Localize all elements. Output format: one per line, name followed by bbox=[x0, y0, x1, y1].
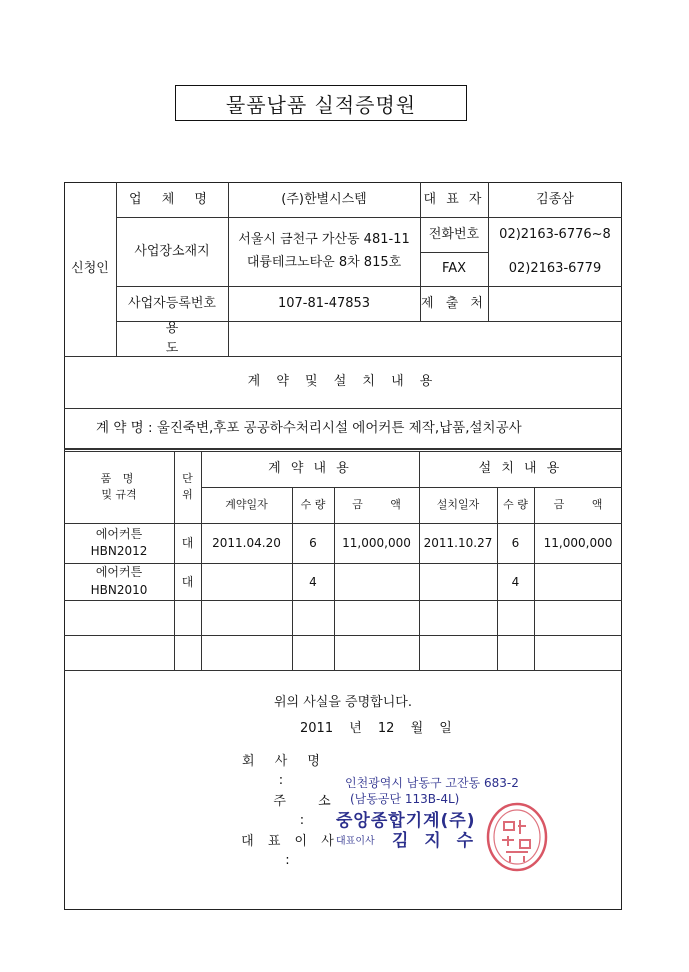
row-contract-qty: 4 bbox=[309, 574, 317, 589]
phone-label: 전화번호 bbox=[428, 226, 480, 242]
stamp-address-line-2: (남동공단 113B-4L) bbox=[350, 792, 460, 806]
unit-header bbox=[174, 451, 201, 523]
row-install-qty: 6 bbox=[511, 536, 520, 550]
row-install-amount bbox=[534, 563, 622, 600]
row-contract-date: 2011.04.20 bbox=[212, 536, 281, 550]
item-model: HBN2012 bbox=[90, 544, 148, 558]
install-amount-header: 금 액 bbox=[553, 497, 615, 511]
fax-label: FAX bbox=[441, 261, 467, 277]
item-name: 에어커튼 bbox=[95, 565, 143, 580]
phone-value: 02)2163-6776~8 bbox=[499, 226, 611, 242]
company-name-label: 업 체 명 bbox=[129, 191, 215, 207]
address-line-2: 대륭테크노타운 8차 815호 bbox=[246, 254, 402, 270]
registration-number-label: 사업자등록번호 bbox=[128, 295, 216, 311]
row-contract-amount: 11,000,000 bbox=[342, 536, 411, 550]
address-value bbox=[228, 217, 420, 286]
item-header-line-2: 및 규격 bbox=[101, 488, 137, 501]
certify-text: 위의 사실을 증명합니다. bbox=[274, 695, 412, 711]
company-name-field-label: 회 사 명 : bbox=[242, 753, 328, 788]
table-row-item bbox=[64, 523, 174, 563]
document-title: 물품납품 실적증명원 bbox=[175, 85, 467, 121]
table-row-item bbox=[64, 563, 174, 600]
item-spec-header bbox=[64, 451, 174, 523]
install-group-header: 설 치 내 용 bbox=[478, 461, 563, 477]
usage-value bbox=[228, 321, 622, 356]
contract-name: 계 약 명 : 울진죽변,후포 공공하수처리시설 에어커튼 제작,납품,설치공사 bbox=[96, 419, 522, 436]
stamp-address-line-1: 인천광역시 남동구 고잔동 683-2 bbox=[345, 776, 519, 790]
contract-qty-header: 수 량 bbox=[300, 497, 326, 511]
unit-header-line-2: 위 bbox=[182, 488, 193, 501]
item-name: 에어커튼 bbox=[95, 526, 143, 541]
section-title: 계 약 및 설 치 내 용 bbox=[247, 374, 439, 390]
row-contract-amount bbox=[334, 563, 419, 600]
applicant-label: 신청인 bbox=[71, 261, 109, 277]
registration-number-value: 107-81-47853 bbox=[277, 295, 371, 311]
unit-header-line-1: 단 bbox=[182, 471, 193, 485]
representative-label: 대 표 자 bbox=[423, 191, 485, 207]
stamp-ceo-title: 대표이사 bbox=[336, 836, 375, 847]
official-seal-icon bbox=[484, 800, 550, 874]
usage-label: 용 도 bbox=[165, 321, 209, 356]
company-name-value: (주)한별시스템 bbox=[281, 191, 367, 207]
contract-group-header: 계 약 내 용 bbox=[268, 461, 352, 477]
contract-date-header: 계약일자 bbox=[225, 497, 268, 511]
stamp-company-name: 중앙종합기계(주) bbox=[336, 811, 476, 831]
ceo-field-label: 대 표 이 사 : bbox=[241, 833, 339, 868]
row-install-date bbox=[419, 563, 497, 600]
representative-value: 김종삼 bbox=[536, 191, 574, 207]
row-install-qty: 4 bbox=[511, 574, 520, 589]
stamp-ceo-name: 김 지 수 bbox=[392, 831, 474, 851]
date-line: 2011 년 12 월 일 bbox=[300, 721, 452, 737]
submit-to-value bbox=[488, 286, 622, 321]
address-label: 사업장소재지 bbox=[134, 243, 210, 259]
submit-to-label: 제 출 처 bbox=[421, 295, 487, 311]
item-header-line-1: 품 명 bbox=[100, 471, 138, 485]
row-unit: 대 bbox=[181, 574, 194, 589]
fax-value: 02)2163-6779 bbox=[508, 261, 602, 277]
row-unit: 대 bbox=[181, 536, 194, 550]
install-qty-header: 수 량 bbox=[503, 497, 528, 511]
address-field-label: 주 소 : bbox=[273, 793, 331, 828]
install-date-header: 설치일자 bbox=[436, 497, 480, 511]
contract-amount-header: 금 액 bbox=[352, 497, 413, 511]
address-line-1: 서울시 금천구 가산동 481-11 bbox=[238, 232, 410, 248]
row-install-date: 2011.10.27 bbox=[423, 536, 493, 550]
item-model: HBN2010 bbox=[90, 582, 148, 597]
row-install-amount: 11,000,000 bbox=[543, 536, 613, 550]
row-contract-qty: 6 bbox=[309, 536, 317, 550]
row-contract-date bbox=[201, 563, 292, 600]
